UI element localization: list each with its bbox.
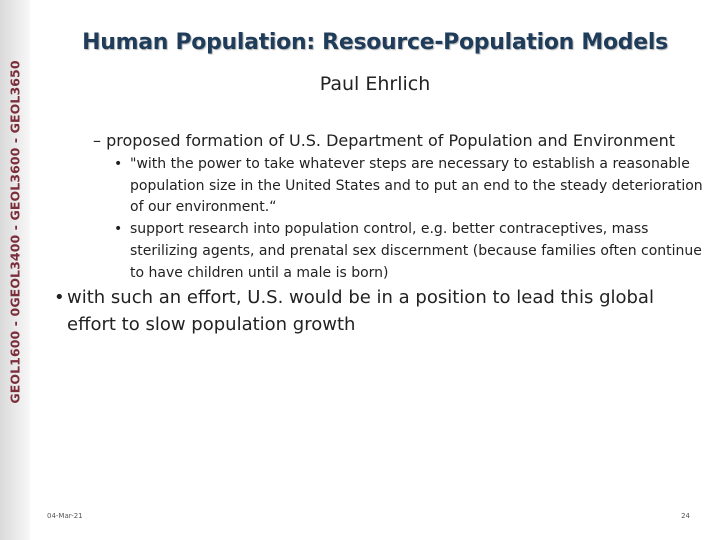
footer-date: 04-Mar-21 [47,512,83,520]
main-bullet-text: with such an effort, U.S. would be in a position to lead this global effort to slow population growth [67,287,654,335]
main-bullet [51,284,707,338]
slide-subtitle: Paul Ehrlich [319,73,431,95]
bullet-icon: • [114,156,123,172]
list-item-text: "with the power to take whatever steps are necessary to establish a reasonable population size in the United States and to put an end to the steady deterioration of our environment.“ [130,156,703,216]
side-bar [0,0,30,540]
page-number: 24 [681,512,690,520]
proposal-line: – proposed formation of U.S. Department of Population and Environment [93,131,676,150]
list-item [112,219,712,284]
bullet-icon: • [114,221,123,238]
course-code-label: GEOL1600 - 0GEOL3400 - GEOL3600 - GEOL3650 [7,60,23,404]
sub-bullet-list [112,154,712,284]
list-item [112,154,712,219]
slide-title: Human Population: Resource-Population Models [82,30,668,55]
list-item-text: support research into population control, e.g. better contraceptives, mass sterilizing agents, and prenatal sex discernment (because families often continue to have children until a male is born) [130,221,702,281]
bullet-icon: • [54,287,65,308]
